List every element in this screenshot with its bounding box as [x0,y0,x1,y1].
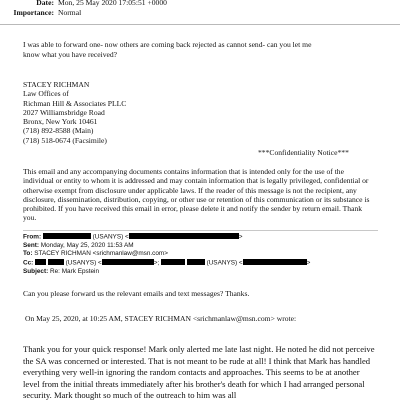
subject-label: Subject: [23,267,49,275]
redaction-bar [43,233,91,239]
redaction-bar [243,259,307,265]
forward-divider [23,230,378,231]
date-label: Date: [36,0,54,7]
body-line-2: know what you have received? [23,50,118,59]
signature-phone-fax: (718) 518-0674 (Facsimile) [23,135,107,145]
sent-label: Sent: [23,241,39,249]
redaction-bar [35,259,46,265]
cc-tag-2: (USANYS) < [206,259,243,267]
redaction-bar [102,259,154,265]
to-value: STACEY RICHMAN <srichmanlaw@msn.com> [34,250,168,258]
importance-value: Normal [58,8,82,17]
quoted-body: Thank you for your quick response! Mark only alerted me late last night. He noted he did not perceive the SA was concerned or interested. That is not meant to be rude at all! I think that Mark has handled everything very well-in ignoring the random contacts and approaches. This seems to be at another level from the initial threats immediately after his brother's death for which I had arranged personal security. Mark thought so much of the outreach to him was all [23,344,375,401]
redaction-bar [187,259,205,265]
from-tag: (USANYS) < [92,233,129,241]
reply-text: Can you please forward us the relevant emails and text messages? Thanks. [23,289,250,298]
date-value: Mon, 25 May 2020 17:05:51 +0000 [58,0,167,7]
importance-label: Importance: [13,8,54,17]
cc-label: Cc: [23,259,34,267]
forward-subject-row [23,268,99,277]
sent-value: Monday, May 25, 2020 11:53 AM [40,241,134,249]
body-line-1: I was able to forward one- now others are coming back rejected as cannot send- can you let me [23,40,312,49]
confidentiality-text: This email and any accompanying documents contains information that is intended only for the use of the individual or entity to whom it is addressed and may contain information that is legally privileged, confidential or otherwise exempt from disclosure under applicable laws. If the reader of this message is not the recipient, any disclosure, dissemination, distribution, copying, or other use or retention of this communication or its substance is prohibited. If you have received this email in error, please delete it and notify the sender by return email. Thank you. [23,167,370,223]
header-divider [0,24,400,25]
signature-firm: Richman Hill & Associates PLLC [23,98,127,108]
signature-street: 2027 Williamsbridge Road [23,107,105,117]
confidentiality-title: ***Confidentiality Notice*** [258,148,349,157]
from-end: > [238,233,243,241]
cc-mid: >; [153,259,160,267]
forward-sent-row [23,242,134,251]
signature-phone-main: (718) 892-8588 (Main) [23,126,94,136]
cc-tag-1: (USANYS) < [65,259,102,267]
to-label: To: [23,250,33,258]
signature-name: STACEY RICHMAN [23,80,90,89]
cc-end: > [306,259,311,267]
signature-line: Law Offices of [23,89,69,99]
subject-value: Re: Mark Epstein [50,267,100,275]
redaction-bar [129,233,239,239]
redaction-bar [48,259,64,265]
forward-to-row [23,250,168,259]
signature-city: Bronx, New York 10461 [23,117,98,127]
from-label: From: [23,233,42,241]
redaction-bar [161,259,185,265]
signature-block [23,80,126,145]
quoted-attribution: On May 25, 2020, at 10:25 AM, STACEY RICHMAN <srichmanlaw@msn.com> wrote: [25,314,297,323]
